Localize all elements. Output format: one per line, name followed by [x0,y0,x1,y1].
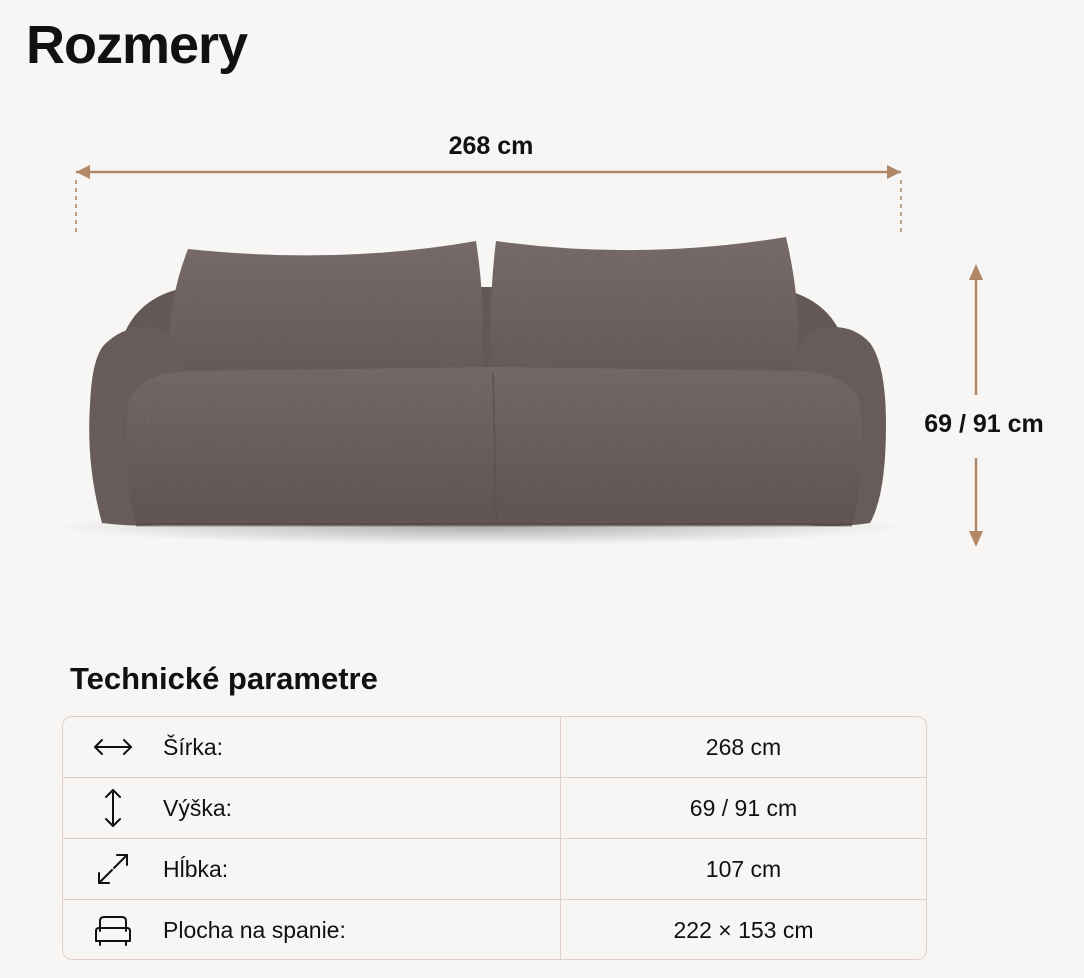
spec-value: 222 × 153 cm [673,917,814,943]
diagonal-arrows-icon [63,849,163,889]
spec-row-height [63,778,926,839]
height-dimension-line [969,264,983,547]
spec-left-cell [63,900,561,960]
spec-value: 268 cm [705,733,782,760]
page-title: Rozmery [26,15,248,75]
spec-value: 69 / 91 cm [689,794,798,821]
spec-label: Plocha na spanie: [163,917,346,943]
spec-row-width [63,717,926,778]
height-label: 69 / 91 cm [924,410,1044,438]
spec-row-sleeping-area [63,900,926,960]
horizontal-arrows-icon [63,735,163,759]
spec-label: Šírka: [163,733,224,760]
specs-title: Technické parametre [70,661,378,696]
vertical-arrows-icon [63,786,163,830]
spec-row-depth [63,839,926,900]
spec-value: 107 cm [705,855,782,882]
specs-table [62,716,927,960]
spec-left-cell [63,717,561,777]
spec-left-cell [63,778,561,838]
spec-label: Hĺbka: [163,855,229,882]
bed-icon [63,913,163,949]
spec-label: Výška: [163,794,233,821]
width-label: 268 cm [448,132,534,160]
sofa-image [40,225,920,555]
spec-left-cell [63,839,561,899]
